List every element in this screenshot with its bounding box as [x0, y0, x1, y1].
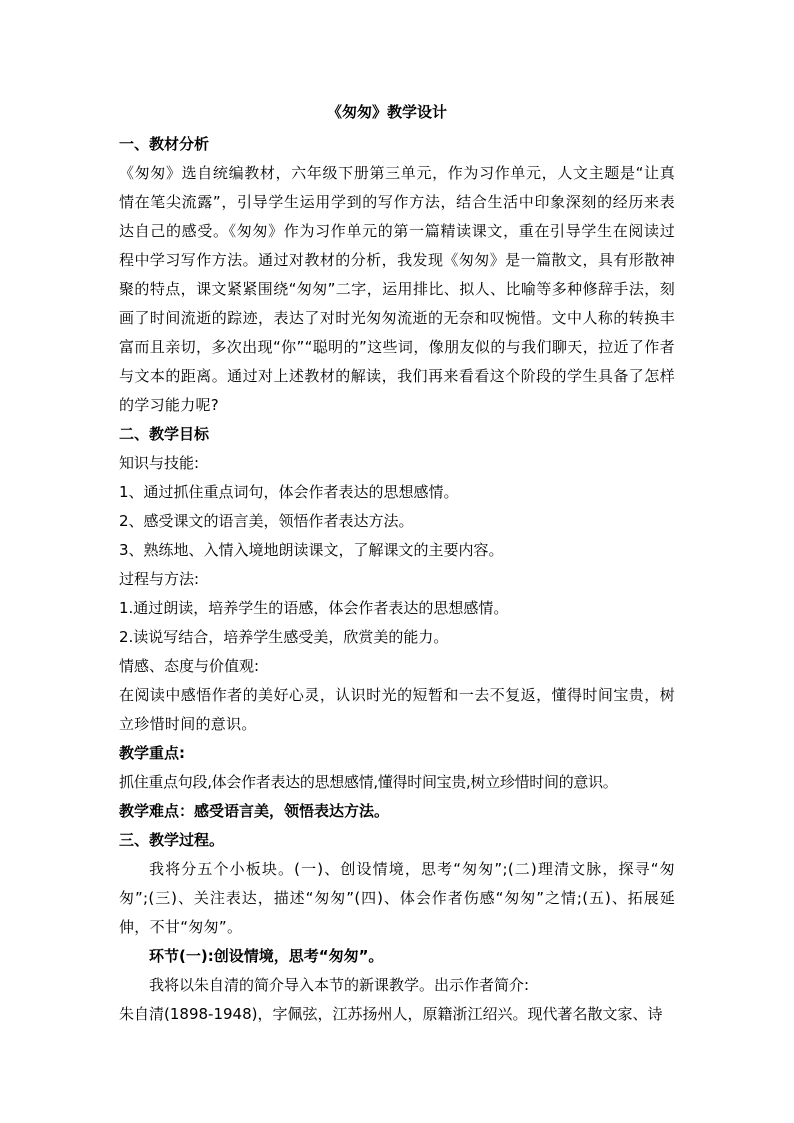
document-page	[119, 100, 675, 1029]
difficulty-line: 教学难点：感受语言美，领悟表达方法。	[119, 802, 390, 820]
key-point-label: 教学重点:	[119, 744, 185, 762]
step1-heading: 环节(一):创设情境，思考“匆匆”。	[149, 947, 384, 965]
key-point-paragraph: 抓住重点句段,体会作者表达的思想感情,懂得时间宝贵,树立珍惜时间的意识。	[119, 773, 618, 791]
process-item-2: 2.读说写结合，培养学生感受美，欣赏美的能力。	[119, 628, 449, 646]
emotion-label: 情感、态度与价值观:	[119, 657, 260, 675]
document-title: 《匆匆》教学设计	[326, 103, 447, 121]
process-item-1: 1.通过朗读，培养学生的语感，体会作者表达的思想感情。	[119, 599, 509, 617]
knowledge-item-3: 3、熟练地、入情入境地朗读课文，了解课文的主要内容。	[119, 541, 504, 559]
process-overview-paragraph: 我将分五个小板块。(一)、创设情境，思考“匆匆”;(二)理清文脉，探寻“匆匆”;(三)、关注表达，描述“匆匆”(四)、体会作者伤感“匆匆”之情;(五)、拓展延伸，不甘“匆匆”。	[119, 860, 675, 936]
process-label: 过程与方法:	[119, 570, 200, 588]
knowledge-item-1: 1、通过抓住重点词句，体会作者表达的思想感情。	[119, 483, 459, 501]
emotion-paragraph: 在阅读中感悟作者的美好心灵，认识时光的短暂和一去不复返，懂得时间宝贵，树立珍惜时间的意识。	[119, 686, 675, 733]
knowledge-item-2: 2、感受课文的语言美，领悟作者表达方法。	[119, 512, 414, 530]
step1-intro: 我将以朱自清的简介导入本节的新课教学。出示作者简介:	[149, 976, 530, 994]
section-heading-analysis: 一、教材分析	[119, 135, 210, 153]
analysis-paragraph: 《匆匆》选自统编教材，六年级下册第三单元，作为习作单元，人文主题是“让真情在笔尖流露”，引导学生运用学到的写作方法，结合生活中印象深刻的经历来表达自己的感受。《匆匆》作为习作单元的第一篇精读课文，重在引导学生在阅读过程中学习写作方法。通过对教材的分析，我发现《匆匆》是一篇散文，具有形散神聚的特点，课文紧紧围绕“匆匆”二字，运用排比、拟人、比喻等多种修辞手法，刻画了时间流逝的踪迹，表达了对时光匆匆流逝的无奈和叹惋惜。文中人称的转换丰富而且亲切，多次出现“你”“聪明的”这些词，像朋友似的与我们聊天，拉近了作者与文本的距离。通过对上述教材的解读，我们再来看看这个阶段的学生具备了怎样的学习能力呢?	[119, 164, 675, 414]
section-heading-process: 三、教学过程。	[119, 831, 225, 849]
author-bio-line: 朱自清(1898-1948)，字佩弦，江苏扬州人，原籍浙江绍兴。现代著名散文家、诗	[119, 1005, 663, 1023]
section-heading-goals: 二、教学目标	[119, 425, 210, 443]
knowledge-label: 知识与技能:	[119, 454, 200, 472]
